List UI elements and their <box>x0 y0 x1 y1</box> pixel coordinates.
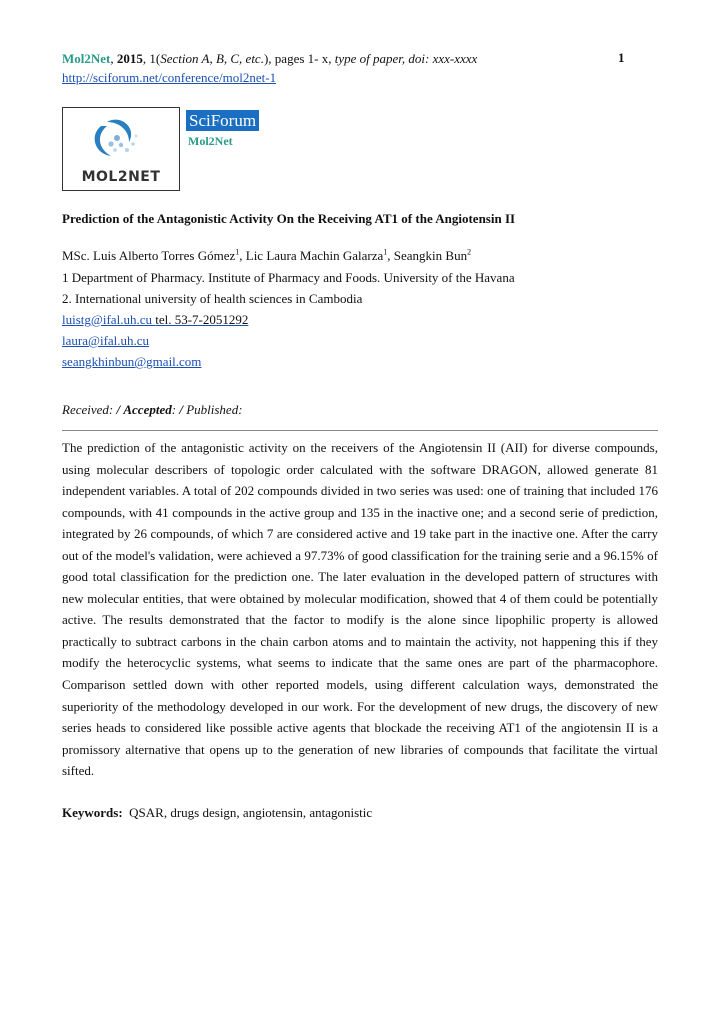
journal-pages: pages 1- x, <box>274 51 332 66</box>
logo-text: MOL2NET <box>81 169 161 185</box>
affiliation-2: 2. International university of health sciences in Cambodia <box>62 291 363 306</box>
conference-url-link[interactable]: http://sciforum.net/conference/mol2net-1 <box>62 70 277 85</box>
accepted-label: Accepted <box>123 402 172 417</box>
telephone: tel. 53-7-2051292 <box>155 312 249 327</box>
journal-volume: 1 <box>149 51 156 66</box>
journal-year: 2015 <box>116 51 143 66</box>
journal-name: Mol2Net <box>62 51 111 66</box>
paper-type: type of paper, doi: xxx-xxxx <box>334 51 478 66</box>
paper-title: Prediction of the Antagonistic Activity On the Receiving AT1 of the Angiotensin II <box>62 211 516 226</box>
author-affiliation-sup: 1 <box>235 247 240 257</box>
author-name: Seangkin Bun <box>393 248 468 263</box>
sciforum-label: SciForum <box>186 110 259 131</box>
email-link-1[interactable]: luistg@ifal.uh.cu <box>62 312 152 327</box>
received-label: Received: <box>62 402 114 417</box>
email-line-1 <box>62 312 248 328</box>
abstract: The prediction of the antagonistic activity on the receivers of the Angiotensin II (AII) for diverse compounds, using molecular describers of topologic order calculated with the software DRAGON, allowed generate 81 independent variables. A total of 202 compounds divided in two series was used: one of training that included 176 compounds, with 41 compounds in the active group and 135 in the inactive one; and a second serie of prediction, integrated by 26 compounds, of which 7 are considered active and 19 take part in the inactive one. After the carry out of the model's validation, were achieved a 97.73% of good classification for the training serie and a 96.15% of good total classification for the prediction one. The later evaluation in the developed pattern of structures with new molecular entities, that were obtained by molecular modification, showed that 4 of them could be potentially active. The results demonstrated that the factor to modify is the alone since lipophilic property is allowed practically to subtract carbons in the chain carbon atoms and to maintain the activity, not happening this if they modify the heterocyclic systems, what seems to indicate that the same ones are part of the pharmacophore. Comparison settled down with other reported models, using different calculation ways, demonstrated the superiority of the methodology developed in our work. For the development of new drugs, the discovery of new series heads to considered like possible active agents that blockade the receiving AT1 of the angiotensin II is a promissory alternative that opens up to the generation of new libraries of compounds that facilitate the virtual sifted. <box>62 440 658 779</box>
published-label: Published: <box>186 402 243 417</box>
author-name: Lic Laura Machin Galarza <box>245 248 384 263</box>
journal-sections: Section A, B, C, etc. <box>160 51 264 66</box>
keywords-list: QSAR, drugs design, angiotensin, antagonistic <box>129 805 373 820</box>
affiliation-1: 1 Department of Pharmacy. Institute of Pharmacy and Foods. University of the Havana <box>62 270 515 285</box>
author-list: MSc. Luis Alberto Torres Gómez$^1$, Lic Laura Machin Galarza$^1$, Seangkin Bun$^2$ <box>62 247 472 263</box>
mol2net-logo <box>62 107 180 191</box>
section-divider <box>62 430 658 431</box>
email-link-3[interactable]: seangkhinbun@gmail.com <box>62 354 202 369</box>
keywords-label: Keywords: <box>62 805 123 820</box>
author-name: MSc. Luis Alberto Torres Gómez <box>62 248 236 263</box>
keywords-line <box>62 805 372 821</box>
author-affiliation-sup: 2 <box>467 247 472 257</box>
email-link-2[interactable]: laura@ifal.uh.cu <box>62 333 150 348</box>
mol2net-label: Mol2Net <box>188 134 233 148</box>
page-number: 1 <box>618 50 625 65</box>
running-header: Mol2Net, 2015, 1(Section A, B, C, etc.), pages 1- x, type of paper, doi: xxx-xxxx <box>62 51 478 66</box>
mol2net-swirl-logo-icon <box>63 108 179 190</box>
author-affiliation-sup: 1 <box>383 247 388 257</box>
publication-dates: Received: / Accepted: / Published: <box>62 402 243 417</box>
